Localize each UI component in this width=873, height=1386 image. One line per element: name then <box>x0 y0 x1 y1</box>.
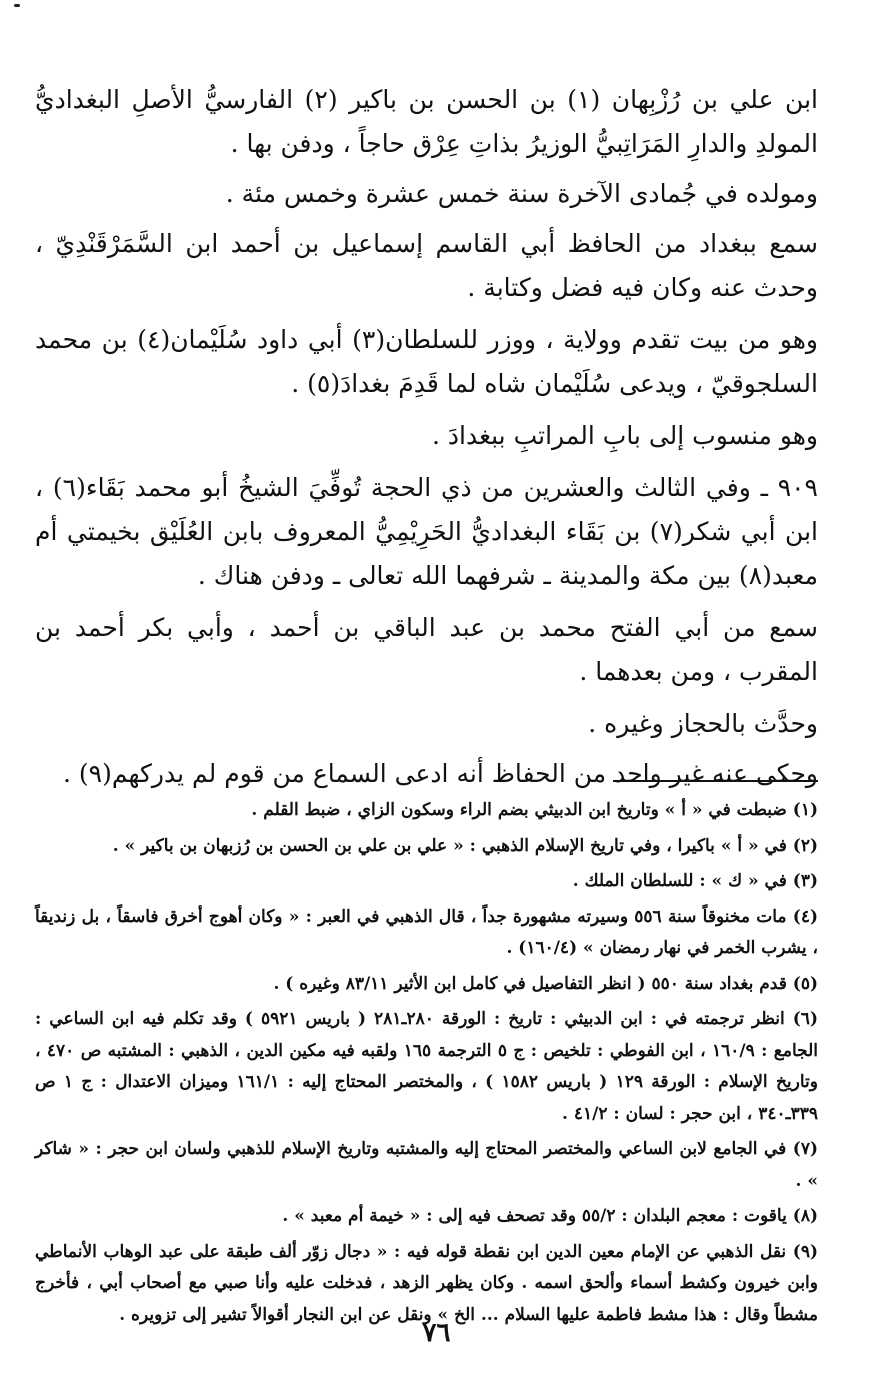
footnote-5: (٥) قدم بغداد سنة ٥٥٠ ( انظر التفاصيل في كامل ابن الأثير ٨٣/١١ وغيره ) . <box>273 973 818 994</box>
footnote-4: (٤) مات مخنوقاً سنة ٥٥٦ وسيرته مشهورة جداً ، قال الذهبي في العبر : « وكان أهوج أخرق فاسقاً ، بل زنديقاً ، يشرب الخمر في نهار رمضان » (١٦٠/٤) . <box>35 906 818 958</box>
paragraph-8: وحدَّث بالحجاز وغيره . <box>588 709 818 738</box>
footnote-1: (١) ضبطت في « أ » وتاريخ ابن الدبيثي بضم الراء وسكون الزاي ، ضبط القلم . <box>251 800 818 820</box>
paragraph-4: وهو من بيت تقدم وولاية ، ووزر للسلطان(٣) أبي داود سُلَيْمان(٤) بن محمد السلجوقيّ ، ويدعى سُلَيْمان شاه لما قَدِمَ بغدادَ(٥) . <box>35 325 819 398</box>
main-text <box>35 78 818 802</box>
footnote-3: (٣) في « ك » : للسلطان الملك . <box>572 871 818 891</box>
footnote-separator <box>613 780 818 782</box>
paragraph-9: وحكى عنه غير واحد من الحفاظ أنه ادعى السماع من قوم لم يدركهم(٩) . <box>63 759 818 788</box>
paragraph-2: ومولده في جُمادى الآخرة سنة خمس عشرة وخمس مئة . <box>225 179 818 208</box>
footnote-8: (٨) ياقوت : معجم البلدان : ٥٥/٢ وقد تصحف فيه إلى : « خيمة أم معبد » . <box>282 1206 818 1226</box>
footnotes <box>35 795 818 1335</box>
footnote-9: (٩) نقل الذهبي عن الإمام معين الدين ابن نقطة قوله فيه : « دجال زوّر ألف طبقة على عبد الوهاب الأنماطي وابن خيرون وكشط أسماء وألحق اسمه . وكان يظهر الزهد ، فدخلت عليه وأنا صبي مع أصحاب أبي ، فأخرج مشطاً وقال : هذا مشط فاطمة عليها السلام ... الخ » ونقل عن ابن النجار أقوالاً تشير إلى تزويره . <box>35 1241 818 1325</box>
paragraph-7: سمع من أبي الفتح محمد بن عبد الباقي بن أحمد ، وأبي بكر أحمد بن المقرب ، ومن بعدهما . <box>35 613 818 686</box>
paragraph-1: ابن علي بن رُزْبِهان (١) بن الحسن بن باكير (٢) الفارسيُّ الأصلِ البغداديُّ المولدِ والدارِ المَرَاتِبيُّ الوزيرُ بذاتِ عِرْق حاجاً ، ودفن بها . <box>35 85 818 158</box>
paragraph-6: ٩٠٩ ـ وفي الثالث والعشرين من ذي الحجة تُوفِّيَ الشيخُ أبو محمد بَقَاء(٦) ، ابن أبي شكر(٧) بن بَقَاء البغداديُّ الحَرِيْمِيُّ المعروف بابن العُلَيْق بخيمتي أم معبد(٨) بين مكة والمدينة ـ شرفهما الله تعالى ـ ودفن هناك . <box>35 473 818 590</box>
footnote-7: (٧) في الجامع لابن الساعي والمختصر المحتاج إليه والمشتبه وتاريخ الإسلام للذهبي ولسان ابن حجر : « شاكر » . <box>35 1139 818 1191</box>
paragraph-3: سمع ببغداد من الحافظ أبي القاسم إسماعيل بن أحمد ابن السَّمَرْقَنْدِيّ ، وحدث عنه وكان فيه فضل وكتابة . <box>35 229 818 302</box>
page-number: ٧٦ <box>422 1318 451 1348</box>
scan-mark <box>14 4 20 7</box>
footnote-2: (٢) في « أ » باكيرا ، وفي تاريخ الإسلام الذهبي : « علي بن علي بن الحسن بن رُزبهان بن باكير » . <box>112 835 818 856</box>
footnote-6: (٦) انظر ترجمته في : ابن الدبيثي : تاريخ : الورقة ٢٨٠ـ٢٨١ ( باريس ٥٩٢١ ) وقد تكلم فيه ابن الساعي : الجامع : ١٦٠/٩ ، ابن الفوطي : تلخيص : ج ٥ الترجمة ١٦٥ ولقبه فيه مكين الدين ، الذهبي : المشتبه ص ٤٧٠ ، وتاريخ الإسلام : الورقة ١٢٩ ( باريس ١٥٨٢ ) ، والمختصر المحتاج إليه : ١٦١/١ وميزان الاعتدال : ج ١ ص ٣٣٩ـ٣٤٠ ، ابن حجر : لسان : ٤١/٢ . <box>35 1009 819 1124</box>
paragraph-5: وهو منسوب إلى بابِ المراتبِ ببغدادَ . <box>431 421 818 450</box>
